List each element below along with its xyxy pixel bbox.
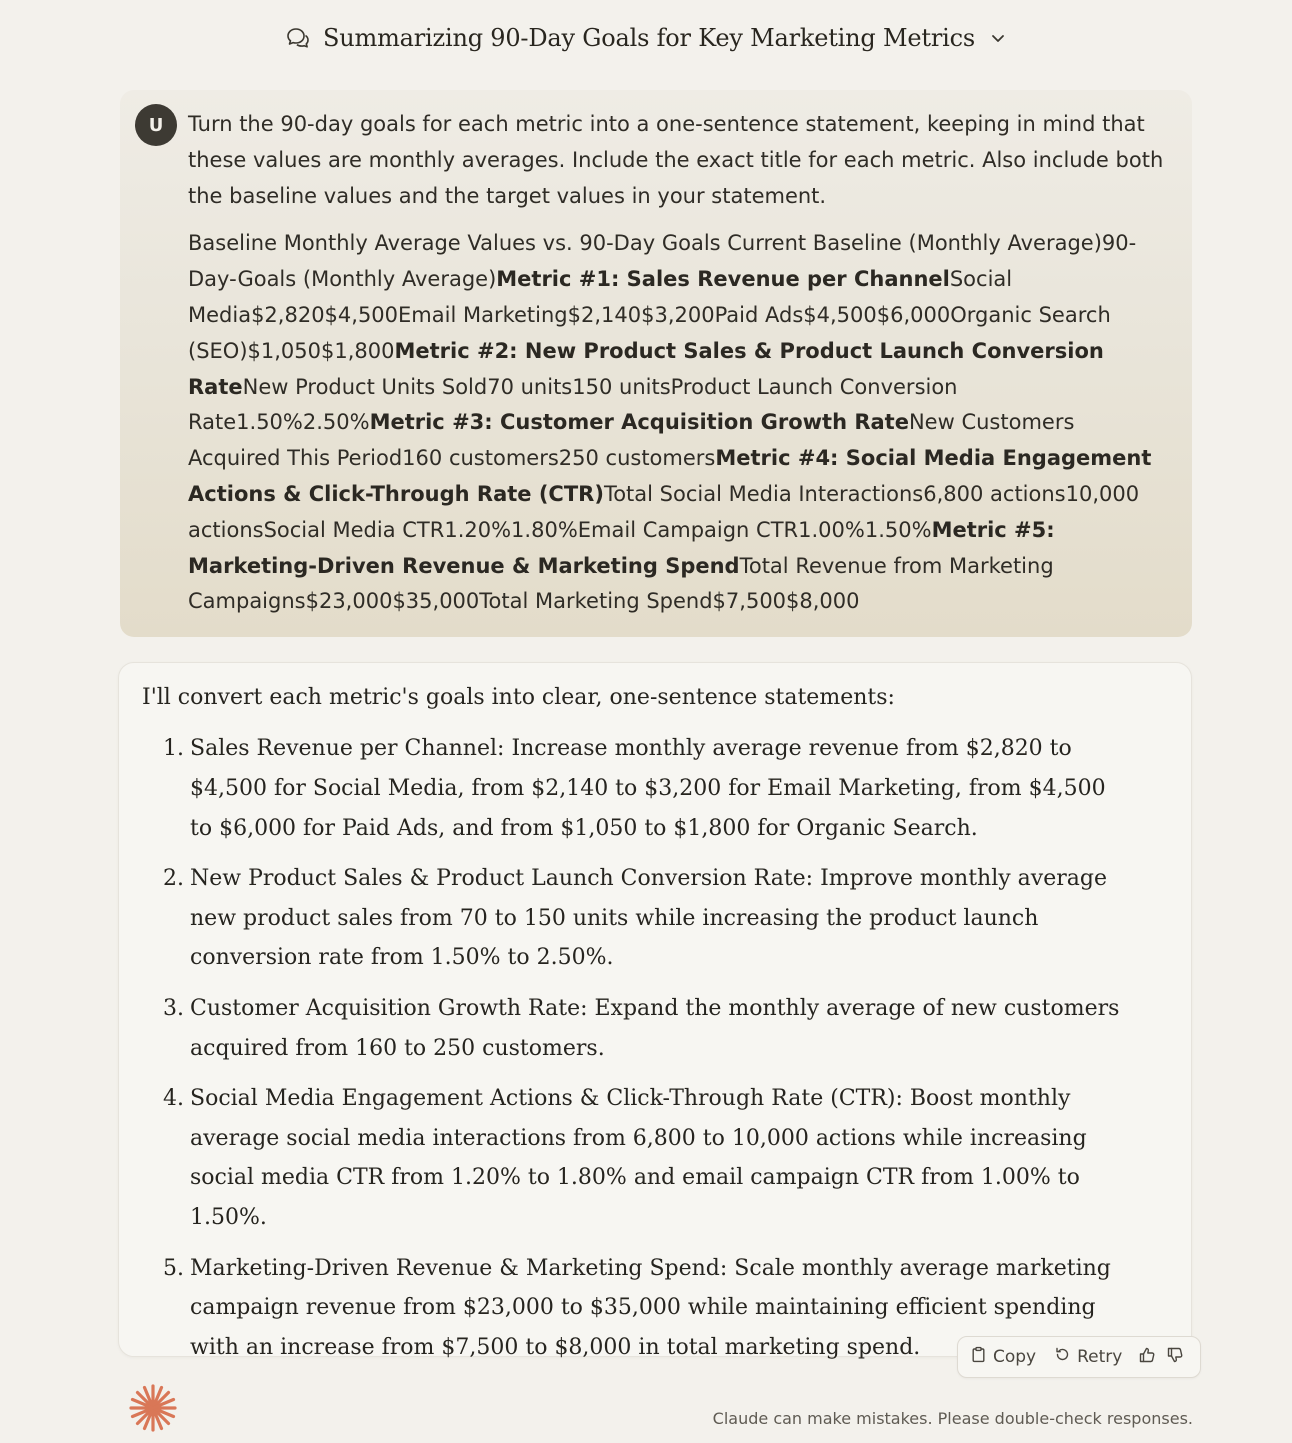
list-number: 1.	[163, 736, 184, 761]
list-item-text: New Product Sales & Product Launch Conversion Rate: Improve monthly average new product sales from 70 to 150 units while increasing the product launch conversion rate from 1.50% to 2.50%.	[190, 865, 1107, 971]
thumbs-up-button[interactable]	[1138, 1346, 1156, 1369]
list-item-text: Customer Acquisition Growth Rate: Expand the monthly average of new customers acquired from 160 to 250 customers.	[190, 995, 1120, 1061]
pasted-text-segment: Baseline Monthly Average Values vs. 90-Day Goals Current Baseline (Monthly Average)90-Day-Goals (Monthly Average)	[188, 231, 1137, 292]
user-prompt-paragraph: Turn the 90-day goals for each metric into a one-sentence statement, keeping in mind that these values are monthly averages. Include the exact title for each metric. Also include both the baseline values and the target values in your statement.	[188, 112, 1164, 208]
metric-title-5: Metric #5: Marketing-Driven Revenue & Marketing Spend	[188, 517, 1055, 578]
chevron-down-icon[interactable]	[989, 29, 1007, 47]
claude-logo-icon	[128, 1383, 178, 1433]
list-number: 2.	[163, 865, 184, 891]
retry-icon	[1054, 1346, 1071, 1368]
metric-title-1: Metric #1: Sales Revenue per Channel	[496, 267, 950, 292]
list-item	[142, 989, 1122, 1069]
retry-label: Retry	[1077, 1347, 1123, 1367]
user-message	[120, 90, 1192, 637]
list-number: 4.	[163, 1085, 184, 1111]
thumbs-down-button[interactable]	[1166, 1346, 1184, 1369]
list-item-text: Social Media Engagement Actions & Click-Through Rate (CTR): Boost monthly average social media interactions from 6,800 to 10,000 actions while increasing social media CTR from 1.20% to 1.80% and email campaign CTR from 1.00% to 1.50%.	[190, 1085, 1087, 1231]
list-item	[142, 1079, 1122, 1238]
list-item-text: Marketing-Driven Revenue & Marketing Spend: Scale monthly average marketing campaign revenue from $23,000 to $35,000 while maintaining efficient spending with an increase from $7,500 to $8,000 in total marketing spend.	[190, 1255, 1111, 1361]
list-item-text: Sales Revenue per Channel: Increase monthly average revenue from $2,820 to $4,500 for Social Media, from $2,140 to $3,200 for Email Marketing, from $4,500 to $6,000 for Paid Ads, and from $1,050 to $1,800 for Organic Search.	[190, 736, 1106, 841]
list-number: 5.	[163, 1255, 184, 1281]
assistant-list	[142, 729, 1122, 1378]
metric-title-4: Metric #4: Social Media Engagement Actions & Click-Through Rate (CTR)	[188, 446, 1152, 506]
assistant-intro: I'll convert each metric's goals into clear, one-sentence statements:	[142, 685, 895, 710]
retry-button[interactable]	[1054, 1346, 1122, 1368]
user-avatar: U	[135, 104, 177, 146]
pasted-text-segment: New Customers Acquired This Period160 customers250 customers	[188, 410, 1075, 471]
conversation-title[interactable]: Summarizing 90-Day Goals for Key Marketing Metrics	[323, 24, 975, 52]
pasted-text-segment: Total Social Media Interactions6,800 actions10,000 actionsSocial Media CTR1.20%1.80%Email Campaign CTR1.00%1.50%	[188, 481, 1140, 542]
user-pasted-table-paragraph	[188, 226, 1173, 620]
thumbs-down-icon	[1166, 1346, 1184, 1369]
pasted-text-segment: New Product Units Sold70 units150 unitsProduct Launch Conversion Rate1.50%2.50%	[188, 374, 958, 435]
pasted-text-segment: Total Revenue from Marketing Campaigns$23,000$35,000Total Marketing Spend$7,500$8,000	[188, 553, 1054, 614]
thumbs-up-icon	[1138, 1346, 1156, 1369]
list-item	[142, 859, 1122, 978]
conversation-header[interactable]	[0, 18, 1292, 58]
assistant-message	[118, 662, 1192, 1361]
disclaimer-text: Claude can make mistakes. Please double-check responses.	[712, 1409, 1193, 1428]
clipboard-icon	[970, 1346, 987, 1368]
chat-bubbles-icon	[285, 25, 311, 51]
metric-title-3: Metric #3: Customer Acquisition Growth Rate	[369, 410, 909, 435]
list-item	[142, 729, 1122, 848]
copy-button[interactable]	[970, 1346, 1036, 1368]
pasted-text-segment: Social Media$2,820$4,500Email Marketing$2,140$3,200Paid Ads$4,500$6,000Organic Search (SEO)$1,050$1,800	[188, 267, 1111, 363]
metric-title-2: Metric #2: New Product Sales & Product Launch Conversion Rate	[188, 338, 1104, 399]
message-actions-bar	[957, 1336, 1201, 1378]
user-message-text	[188, 107, 1173, 620]
copy-label: Copy	[993, 1347, 1037, 1367]
list-number: 3.	[163, 995, 184, 1021]
